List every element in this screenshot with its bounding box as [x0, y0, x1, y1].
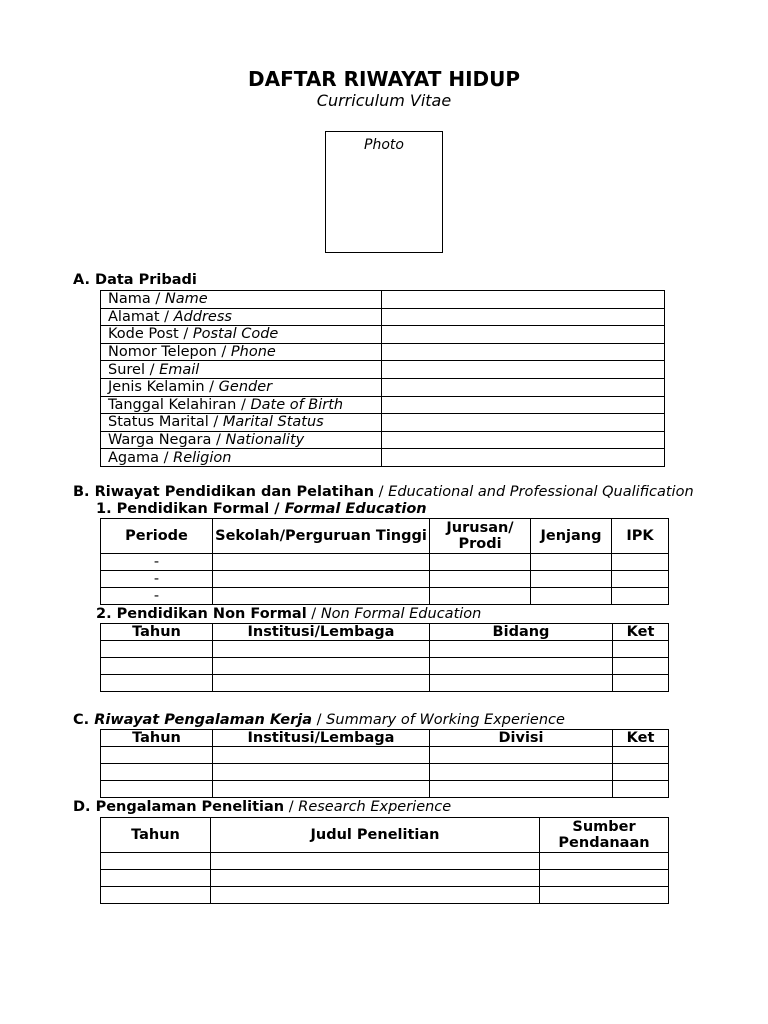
- label-en: Date of Birth: [250, 396, 344, 413]
- work-experience-cell[interactable]: [430, 747, 613, 764]
- photo-label: Photo: [364, 137, 404, 153]
- personal-data-table: [100, 290, 665, 467]
- personal-data-label: [101, 326, 382, 344]
- formal-education-cell[interactable]: [430, 588, 531, 605]
- work-experience-cell[interactable]: [430, 764, 613, 781]
- research-experience-cell[interactable]: [211, 870, 540, 887]
- section-a-heading: A. Data Pribadi: [73, 272, 197, 288]
- nonformal-education-cell[interactable]: [101, 658, 213, 675]
- document-subtitle: Curriculum Vitae: [316, 91, 452, 110]
- section-c-heading: [73, 712, 565, 728]
- nonformal-education-cell[interactable]: [101, 675, 213, 692]
- personal-data-value-field[interactable]: [382, 361, 665, 379]
- label-en: Name: [164, 291, 208, 308]
- label-id: Alamat /: [108, 308, 174, 325]
- personal-data-row: [101, 449, 665, 467]
- label-en: Gender: [218, 379, 273, 396]
- label-id: Nama /: [108, 291, 165, 308]
- work-experience-cell[interactable]: [213, 781, 430, 798]
- personal-data-label: [101, 449, 382, 467]
- formal-education-cell[interactable]: [213, 554, 430, 571]
- nonformal-education-column-header: Tahun: [101, 624, 213, 641]
- work-experience-column-header: Divisi: [430, 730, 613, 747]
- personal-data-value-field[interactable]: [382, 308, 665, 326]
- research-experience-row: [101, 853, 669, 870]
- period-cell[interactable]: -: [101, 554, 213, 571]
- work-experience-cell[interactable]: [613, 781, 669, 798]
- section-b-separator: /: [374, 484, 389, 500]
- section-d-title: D. Pengalaman Penelitian: [73, 799, 285, 815]
- nonformal-education-column-header: Institusi/Lembaga: [213, 624, 430, 641]
- formal-education-cell[interactable]: [213, 571, 430, 588]
- formal-education-column-header: Periode: [101, 519, 213, 554]
- formal-education-column-header: IPK: [612, 519, 669, 554]
- work-experience-row: [101, 764, 669, 781]
- section-d-title-en: Research Experience: [298, 799, 452, 815]
- work-experience-cell[interactable]: [213, 764, 430, 781]
- formal-education-title: 1. Pendidikan Formal /: [96, 501, 285, 517]
- label-en: Religion: [173, 449, 232, 466]
- section-c-title-en: Summary of Working Experience: [326, 712, 565, 728]
- research-experience-cell[interactable]: [211, 853, 540, 870]
- nonformal-education-cell[interactable]: [101, 641, 213, 658]
- work-experience-cell[interactable]: [213, 747, 430, 764]
- label-id: Tanggal Kelahiran /: [108, 396, 251, 413]
- formal-education-row: [101, 588, 669, 605]
- formal-education-cell[interactable]: [531, 571, 612, 588]
- nonformal-education-heading: [96, 606, 481, 622]
- nonformal-education-separator: /: [306, 606, 321, 622]
- period-cell[interactable]: -: [101, 588, 213, 605]
- personal-data-label: [101, 308, 382, 326]
- label-en: Marital Status: [222, 414, 324, 431]
- label-en: Email: [159, 361, 200, 378]
- photo-placeholder: [325, 131, 443, 253]
- formal-education-column-header: Jurusan/ Prodi: [430, 519, 531, 554]
- label-id: Jenis Kelamin /: [108, 379, 219, 396]
- personal-data-row: [101, 396, 665, 414]
- personal-data-label: [101, 378, 382, 396]
- personal-data-value-field[interactable]: [382, 431, 665, 449]
- personal-data-row: [101, 326, 665, 344]
- research-experience-cell[interactable]: [101, 870, 211, 887]
- formal-education-cell[interactable]: [430, 554, 531, 571]
- formal-education-row: [101, 554, 669, 571]
- label-id: Agama /: [108, 449, 174, 466]
- nonformal-education-cell[interactable]: [613, 675, 669, 692]
- label-en: Postal Code: [192, 326, 279, 343]
- research-experience-cell[interactable]: [101, 887, 211, 904]
- formal-education-row: [101, 571, 669, 588]
- nonformal-education-row: [101, 675, 669, 692]
- nonformal-education-cell[interactable]: [613, 658, 669, 675]
- personal-data-label: [101, 343, 382, 361]
- work-experience-cell[interactable]: [101, 747, 213, 764]
- nonformal-education-column-header: Ket: [613, 624, 669, 641]
- nonformal-education-cell[interactable]: [213, 675, 430, 692]
- nonformal-education-cell[interactable]: [213, 658, 430, 675]
- formal-education-cell[interactable]: [612, 554, 669, 571]
- formal-education-title-en: Formal Education: [284, 501, 427, 517]
- section-c-title: Riwayat Pengalaman Kerja: [94, 712, 313, 728]
- section-d-separator: /: [284, 799, 299, 815]
- work-experience-cell[interactable]: [613, 747, 669, 764]
- personal-data-row: [101, 308, 665, 326]
- section-b-title: B. Riwayat Pendidikan dan Pelatihan: [73, 484, 375, 500]
- personal-data-value-field[interactable]: [382, 396, 665, 414]
- personal-data-label: [101, 396, 382, 414]
- label-en: Address: [173, 308, 232, 325]
- personal-data-label: [101, 414, 382, 432]
- work-experience-cell[interactable]: [430, 781, 613, 798]
- work-experience-table: [100, 729, 669, 798]
- section-b-heading: [73, 484, 694, 500]
- formal-education-column-header: Sekolah/Perguruan Tinggi: [213, 519, 430, 554]
- section-c-prefix: C.: [73, 712, 95, 728]
- personal-data-label: [101, 361, 382, 379]
- research-experience-column-header: Tahun: [101, 818, 211, 853]
- label-en: Nationality: [225, 432, 305, 449]
- work-experience-cell[interactable]: [101, 781, 213, 798]
- nonformal-education-title: 2. Pendidikan Non Formal: [96, 606, 307, 622]
- work-experience-column-header: Ket: [613, 730, 669, 747]
- personal-data-value-field[interactable]: [382, 343, 665, 361]
- nonformal-education-table: [100, 623, 669, 692]
- nonformal-education-column-header: Bidang: [430, 624, 613, 641]
- personal-data-row: [101, 361, 665, 379]
- period-cell[interactable]: -: [101, 571, 213, 588]
- personal-data-value-field[interactable]: [382, 326, 665, 344]
- nonformal-education-cell[interactable]: [613, 641, 669, 658]
- label-id: Nomor Telepon /: [108, 344, 231, 361]
- research-experience-column-header: Sumber Pendanaan: [540, 818, 669, 853]
- personal-data-value-field[interactable]: [382, 414, 665, 432]
- label-id: Warga Negara /: [108, 432, 226, 449]
- formal-education-cell[interactable]: [213, 588, 430, 605]
- personal-data-row: [101, 343, 665, 361]
- nonformal-education-cell[interactable]: [213, 641, 430, 658]
- label-id: Status Marital /: [108, 414, 223, 431]
- nonformal-education-cell[interactable]: [430, 641, 613, 658]
- personal-data-value-field[interactable]: [382, 449, 665, 467]
- work-experience-row: [101, 747, 669, 764]
- section-d-heading: [73, 799, 451, 815]
- research-experience-column-header: Judul Penelitian: [211, 818, 540, 853]
- personal-data-label: [101, 291, 382, 309]
- nonformal-education-row: [101, 658, 669, 675]
- personal-data-label: [101, 431, 382, 449]
- formal-education-heading: [96, 501, 427, 517]
- nonformal-education-cell[interactable]: [430, 658, 613, 675]
- document-title: DAFTAR RIWAYAT HIDUP: [247, 67, 521, 91]
- label-id: Surel /: [108, 361, 160, 378]
- research-experience-cell[interactable]: [540, 887, 669, 904]
- formal-education-cell[interactable]: [612, 571, 669, 588]
- nonformal-education-cell[interactable]: [430, 675, 613, 692]
- personal-data-row: [101, 378, 665, 396]
- work-experience-cell[interactable]: [613, 764, 669, 781]
- work-experience-cell[interactable]: [101, 764, 213, 781]
- research-experience-cell[interactable]: [540, 853, 669, 870]
- personal-data-value-field[interactable]: [382, 291, 665, 309]
- nonformal-education-row: [101, 641, 669, 658]
- research-experience-cell[interactable]: [101, 853, 211, 870]
- formal-education-cell[interactable]: [531, 554, 612, 571]
- formal-education-cell[interactable]: [612, 588, 669, 605]
- research-experience-table: [100, 817, 669, 904]
- work-experience-column-header: Institusi/Lembaga: [213, 730, 430, 747]
- formal-education-cell[interactable]: [430, 571, 531, 588]
- section-c-separator: /: [312, 712, 327, 728]
- research-experience-cell[interactable]: [211, 887, 540, 904]
- personal-data-row: [101, 431, 665, 449]
- research-experience-row: [101, 887, 669, 904]
- formal-education-table: [100, 518, 669, 605]
- label-en: Phone: [230, 344, 276, 361]
- research-experience-row: [101, 870, 669, 887]
- personal-data-row: [101, 414, 665, 432]
- formal-education-cell[interactable]: [531, 588, 612, 605]
- label-id: Kode Post /: [108, 326, 193, 343]
- formal-education-column-header: Jenjang: [531, 519, 612, 554]
- research-experience-cell[interactable]: [540, 870, 669, 887]
- personal-data-row: [101, 291, 665, 309]
- work-experience-row: [101, 781, 669, 798]
- nonformal-education-title-en: Non Formal Education: [320, 606, 482, 622]
- section-b-title-en: Educational and Professional Qualification: [388, 484, 694, 500]
- work-experience-column-header: Tahun: [101, 730, 213, 747]
- personal-data-value-field[interactable]: [382, 378, 665, 396]
